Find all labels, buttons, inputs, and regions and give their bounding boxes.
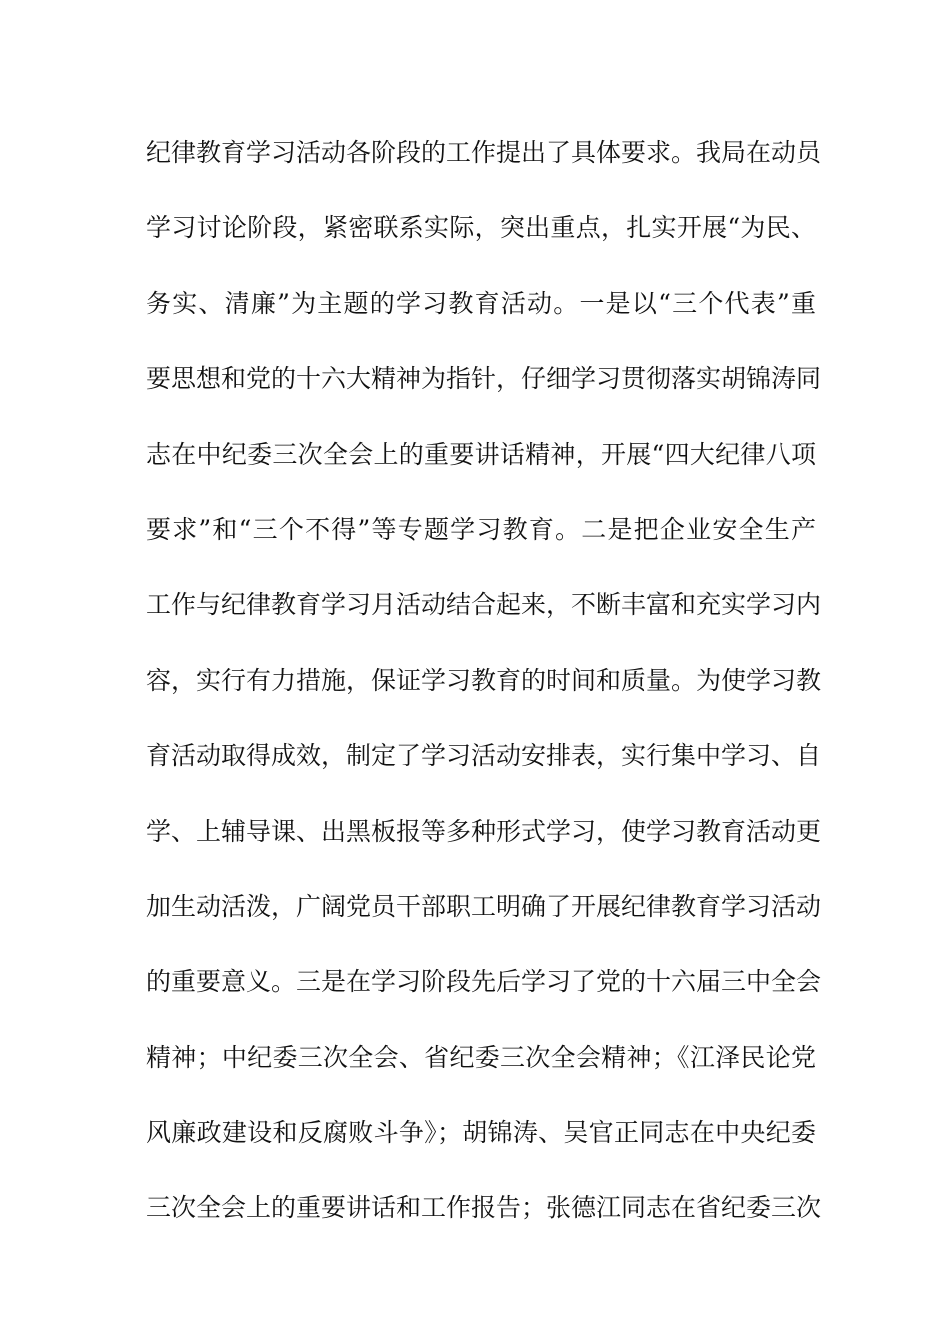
text-line: 三次全会上的重要讲话和工作报告；张德江同志在省纪委三次 xyxy=(146,1193,822,1223)
text-line: 育活动取得成效，制定了学习活动安排表，实行集中学习、自 xyxy=(146,741,822,771)
text-line: 学习讨论阶段，紧密联系实际，突出重点，扎实开展“为民、 xyxy=(146,213,816,243)
text-line: 学、上辅导课、出黑板报等多种形式学习，使学习教育活动更 xyxy=(146,816,822,846)
text-line: 务实、清廉”为主题的学习教育活动。一是以“三个代表”重 xyxy=(146,288,816,318)
body-text xyxy=(146,131,822,1262)
text-line: 加生动活泼，广阔党员干部职工明确了开展纪律教育学习活动 xyxy=(146,891,822,921)
text-line: 要求”和“三个不得”等专题学习教育。二是把企业安全生产 xyxy=(146,514,816,544)
text-line: 纪律教育学习活动各阶段的工作提出了具体要求。我局在动员 xyxy=(146,138,822,167)
text-line: 要思想和党的十六大精神为指针，仔细学习贯彻落实胡锦涛同 xyxy=(146,364,822,394)
text-line: 风廉政建设和反腐败斗争》；胡锦涛、吴官正同志在中央纪委 xyxy=(146,1118,816,1148)
text-line: 容，实行有力措施，保证学习教育的时间和质量。为使学习教 xyxy=(146,665,822,695)
text-line: 精神；中纪委三次全会、省纪委三次全会精神；《江泽民论党 xyxy=(146,1042,816,1072)
text-line: 志在中纪委三次全会上的重要讲话精神，开展“四大纪律八项 xyxy=(146,439,816,469)
text-line: 的重要意义。三是在学习阶段先后学习了党的十六届三中全会 xyxy=(146,967,822,997)
text-line: 工作与纪律教育学习月活动结合起来，不断丰富和充实学习内 xyxy=(146,590,822,620)
